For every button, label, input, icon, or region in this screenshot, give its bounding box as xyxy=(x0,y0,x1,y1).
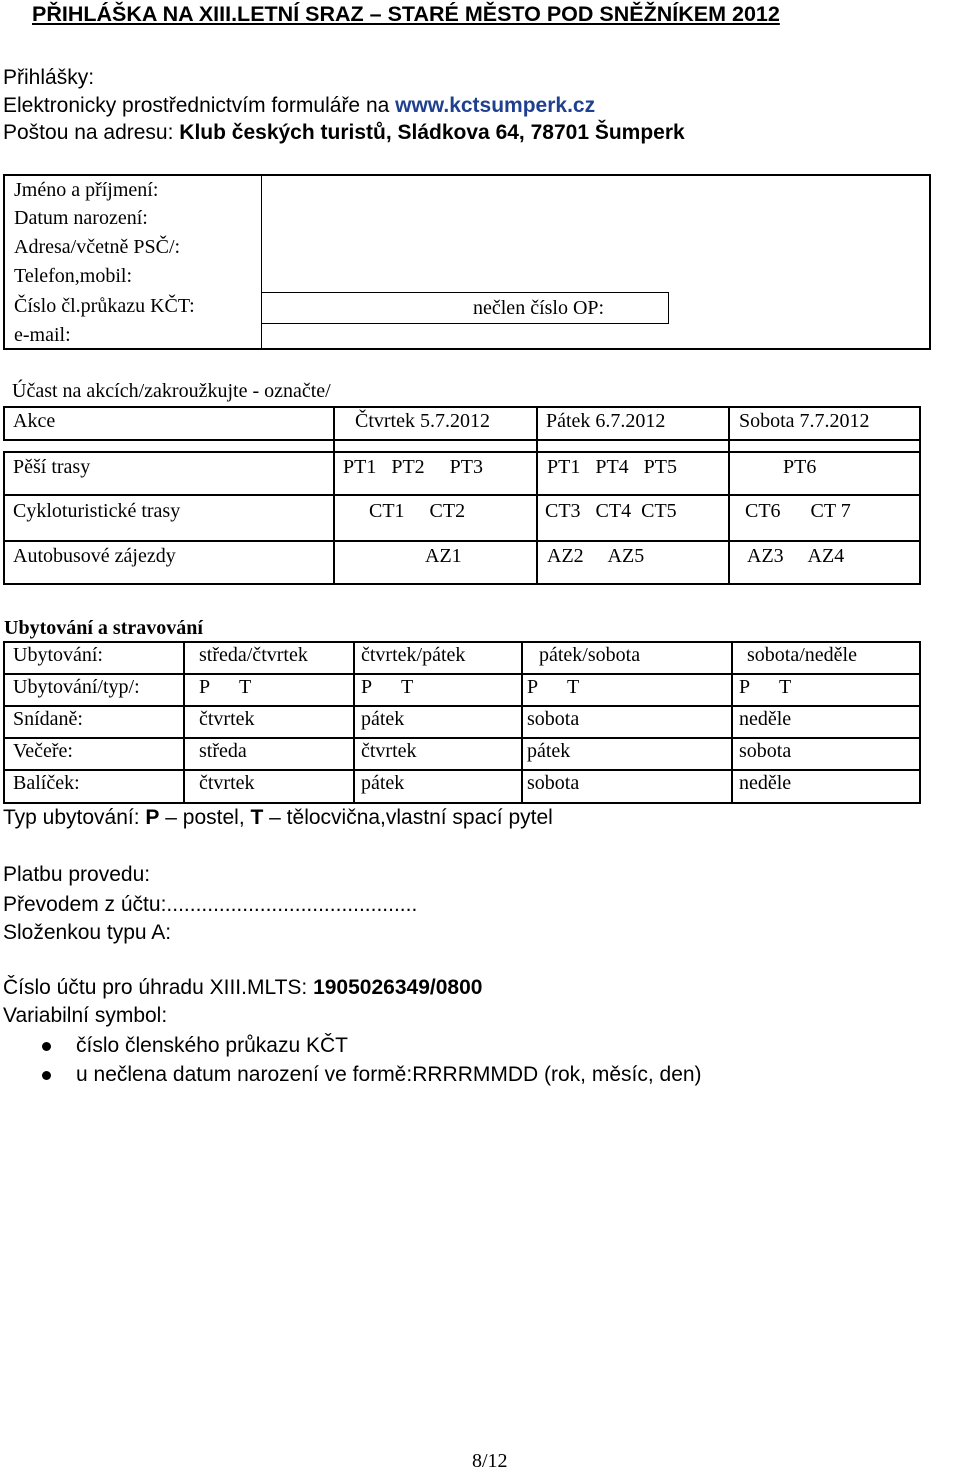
intro-postal-text: Poštou na adresu: xyxy=(3,121,180,144)
bus-saturday[interactable]: AZ3 AZ4 xyxy=(747,545,845,567)
table-line xyxy=(3,439,921,441)
name-label: Jméno a příjmení: xyxy=(14,179,159,201)
account-number: 1905026349/0800 xyxy=(313,976,483,999)
address-label: Adresa/včetně PSČ/: xyxy=(14,236,181,258)
table-line xyxy=(728,406,730,584)
page-title: PŘIHLÁŠKA NA XIII.LETNÍ SRAZ – STARÉ MĚSTO POD SNĚŽNÍKEM 2012 xyxy=(32,2,780,26)
row-label-bus: Autobusové zájezdy xyxy=(13,545,176,567)
website-link[interactable]: www.kctsumperk.cz xyxy=(395,94,596,117)
table-line xyxy=(3,802,921,804)
cycling-friday[interactable]: CT3 CT4 CT5 xyxy=(545,500,677,522)
acc-label-stay: Ubytování: xyxy=(13,644,103,666)
packed-lunch-1[interactable]: čtvrtek xyxy=(199,772,255,794)
bullet-icon xyxy=(42,1042,51,1051)
table-line xyxy=(3,494,921,496)
table-line xyxy=(3,406,921,408)
intro-postal xyxy=(3,121,685,145)
table-line xyxy=(333,406,335,584)
table-line xyxy=(353,641,355,803)
table-line xyxy=(183,641,185,803)
acc-type-2[interactable]: P T xyxy=(361,676,414,698)
postal-address: Klub českých turistů, Sládkova 64, 78701 Šumperk xyxy=(179,121,685,144)
hiking-saturday[interactable]: PT6 xyxy=(783,456,817,478)
dinner-3[interactable]: pátek xyxy=(527,740,571,762)
bullet-icon xyxy=(42,1071,51,1080)
table-line xyxy=(521,641,523,803)
acc-type-1[interactable]: P T xyxy=(199,676,252,698)
row-label-cycling: Cykloturistické trasy xyxy=(13,500,181,522)
page-number: 8/12 xyxy=(472,1450,508,1472)
cycling-saturday[interactable]: CT6 CT 7 xyxy=(745,500,851,522)
acc-label-packed-lunch: Balíček: xyxy=(13,772,80,794)
personal-info-box xyxy=(3,174,931,350)
accommodation-heading: Ubytování a stravování xyxy=(4,617,203,639)
header-saturday: Sobota 7.7.2012 xyxy=(739,410,870,432)
acc-type-4[interactable]: P T xyxy=(739,676,792,698)
breakfast-2[interactable]: pátek xyxy=(361,708,405,730)
header-action: Akce xyxy=(13,410,56,432)
intro-heading: Přihlášky: xyxy=(3,66,95,89)
table-line xyxy=(919,406,921,584)
acc-type-3[interactable]: P T xyxy=(527,676,580,698)
email-label: e-mail: xyxy=(14,324,71,346)
packed-lunch-3[interactable]: sobota xyxy=(527,772,580,794)
type-note-prefix: Typ ubytování: xyxy=(3,806,146,829)
list-item xyxy=(76,1063,702,1087)
table-line xyxy=(3,406,5,440)
table-line xyxy=(3,769,921,771)
table-line xyxy=(919,641,921,803)
breakfast-1[interactable]: čtvrtek xyxy=(199,708,255,730)
intro-electronic-text: Elektronicky prostřednictvím formuláře na xyxy=(3,94,396,117)
type-t-text: – tělocvična,vlastní spací pytel xyxy=(263,806,553,829)
table-line xyxy=(3,583,921,585)
list-item-text: u nečlena datum narození ve formě:RRRRMMDD (rok, měsíc, den) xyxy=(76,1063,702,1086)
table-line xyxy=(3,673,921,675)
breakfast-3[interactable]: sobota xyxy=(527,708,580,730)
bus-thursday[interactable]: AZ1 xyxy=(425,545,462,567)
type-t: T xyxy=(250,806,264,829)
actions-heading: Účast na akcích/zakroužkujte - označte/ xyxy=(12,380,331,402)
op-number-label: nečlen číslo OP: xyxy=(473,297,605,319)
acc-label-breakfast: Snídaně: xyxy=(13,708,83,730)
cycling-thursday[interactable]: CT1 CT2 xyxy=(369,500,466,522)
op-number-box xyxy=(261,292,669,324)
acc-stay-fri-sat[interactable]: pátek/sobota xyxy=(539,644,641,666)
phone-label: Telefon,mobil: xyxy=(14,265,133,287)
table-line xyxy=(731,641,733,803)
table-line xyxy=(3,451,921,453)
list-item-text: číslo členského průkazu KČT xyxy=(76,1034,348,1057)
table-line xyxy=(3,641,921,643)
accommodation-type-note xyxy=(3,806,553,830)
breakfast-4[interactable]: neděle xyxy=(739,708,792,730)
row-label-hiking: Pěší trasy xyxy=(13,456,91,478)
hiking-thursday[interactable]: PT1 PT2 PT3 xyxy=(343,456,484,478)
bus-friday[interactable]: AZ2 AZ5 xyxy=(547,545,645,567)
accommodation-table xyxy=(3,641,921,805)
acc-stay-wed-thu[interactable]: středa/čtvrtek xyxy=(199,644,308,666)
variable-symbol-label: Variabilní symbol: xyxy=(3,1004,168,1027)
payment-heading: Platbu provedu: xyxy=(3,863,151,886)
dinner-4[interactable]: sobota xyxy=(739,740,792,762)
dinner-2[interactable]: čtvrtek xyxy=(361,740,417,762)
acc-label-dinner: Večeře: xyxy=(13,740,73,762)
type-p-text: – postel, xyxy=(159,806,251,829)
header-thursday: Čtvrtek 5.7.2012 xyxy=(355,410,490,432)
payment-postal: Složenkou typu A: xyxy=(3,921,172,944)
table-line xyxy=(3,641,5,803)
account-label: Číslo účtu pro úhradu XIII.MLTS: xyxy=(3,976,314,999)
acc-stay-thu-fri[interactable]: čtvrtek/pátek xyxy=(361,644,466,666)
table-line xyxy=(3,737,921,739)
table-line xyxy=(3,705,921,707)
list-item xyxy=(76,1034,348,1058)
table-line xyxy=(3,451,5,584)
dinner-1[interactable]: středa xyxy=(199,740,247,762)
type-p: P xyxy=(145,806,160,829)
packed-lunch-4[interactable]: neděle xyxy=(739,772,792,794)
actions-table xyxy=(3,406,921,586)
acc-stay-sat-sun[interactable]: sobota/neděle xyxy=(747,644,857,666)
birthdate-label: Datum narození: xyxy=(14,207,148,229)
payment-transfer: Převodem z účtu:........................................... xyxy=(3,893,418,916)
table-line xyxy=(3,540,921,542)
packed-lunch-2[interactable]: pátek xyxy=(361,772,405,794)
hiking-friday[interactable]: PT1 PT4 PT5 xyxy=(547,456,678,478)
account-line xyxy=(3,976,482,1000)
header-friday: Pátek 6.7.2012 xyxy=(546,410,666,432)
intro-electronic xyxy=(3,94,595,118)
acc-label-type: Ubytování/typ/: xyxy=(13,676,140,698)
table-line xyxy=(536,406,538,584)
membership-card-label: Číslo čl.průkazu KČT: xyxy=(14,295,195,317)
